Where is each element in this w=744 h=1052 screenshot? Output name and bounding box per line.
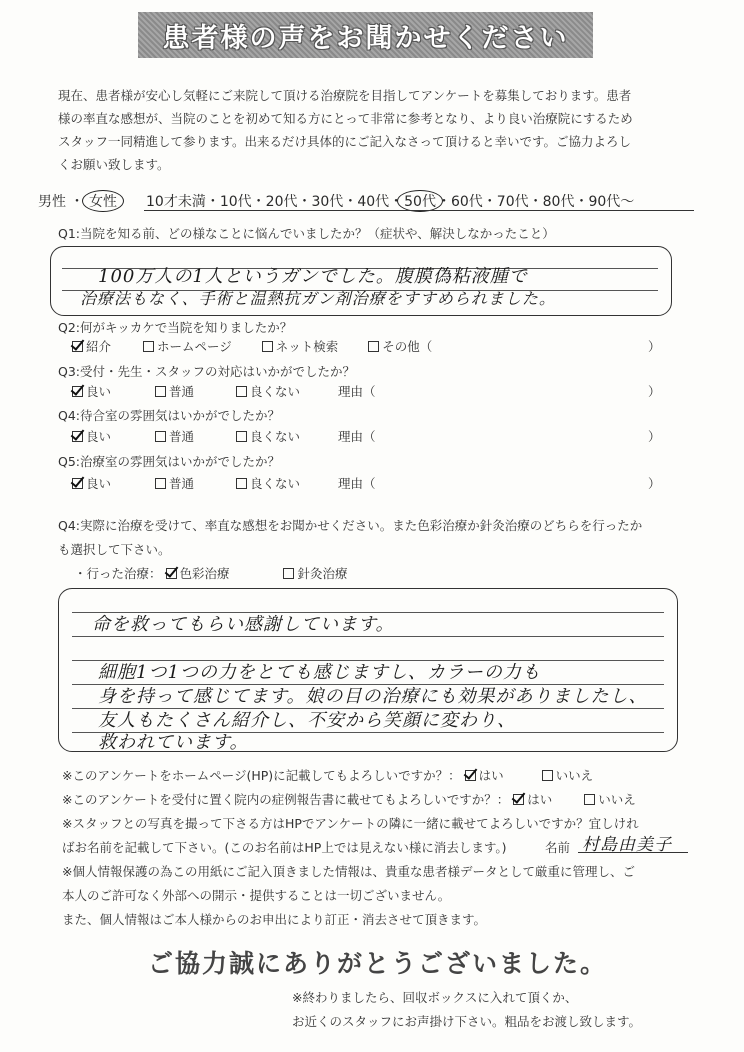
report-consent-question: ※このアンケートを受付に置く院内の症例報告書に載せてもよろしいですか？： bbox=[62, 792, 510, 807]
treatment-option-acupuncture[interactable]: 針灸治療 bbox=[283, 566, 347, 581]
treatment-label: ・行った治療： bbox=[74, 566, 162, 581]
survey-title: 患者様の声をお聞かせください bbox=[162, 22, 569, 54]
checkbox[interactable] bbox=[262, 341, 273, 352]
paren-close: ） bbox=[648, 476, 661, 491]
q3-option[interactable]: 普通 bbox=[155, 384, 194, 399]
checkbox[interactable] bbox=[155, 431, 166, 442]
q2-question: Q2:何がキッカケで当院を知りましたか？ bbox=[58, 320, 293, 335]
age-option-selected[interactable]: 50代 bbox=[397, 190, 443, 212]
paren-close: ） bbox=[648, 339, 661, 354]
q1-question: Q1:当院を知る前、どの様なことに悩んでいましたか？（症状や、解決しなかったこと） bbox=[58, 226, 555, 241]
report-consent-row bbox=[62, 790, 636, 808]
age-option[interactable]: 20代 bbox=[265, 194, 298, 210]
checkbox[interactable] bbox=[155, 478, 166, 489]
hp-consent-row bbox=[62, 766, 593, 784]
q4-waiting-room-options bbox=[72, 427, 375, 445]
report-consent-no[interactable]: いいえ bbox=[584, 792, 636, 807]
privacy-line: ※個人情報保護の為この用紙にご記入頂きました情報は、貴重な患者様データとして厳重に管理し、ご bbox=[62, 864, 635, 879]
gender-option-male[interactable]: 男性 bbox=[38, 194, 66, 210]
checkbox-checked[interactable] bbox=[166, 568, 177, 579]
age-option[interactable]: 10才未満 bbox=[146, 194, 206, 210]
paren-close: ） bbox=[648, 384, 661, 399]
age-option[interactable]: 90代〜 bbox=[588, 194, 635, 210]
q4-treatment-question-cont: も選択して下さい。 bbox=[58, 542, 171, 557]
q5-option[interactable]: 良い bbox=[72, 476, 111, 491]
checkbox-checked[interactable] bbox=[72, 386, 83, 397]
photo-consent-line: ※スタッフとの写真を撮って下さる方はHPでアンケートの隣に一緒に載せてよろしいですか？宜しけれ bbox=[62, 816, 639, 831]
q4-option[interactable]: 普通 bbox=[155, 429, 194, 444]
q1-handwritten-line: 100万人の1人というガンでした。腹膜偽粘液腫で bbox=[98, 266, 528, 287]
q4-handwritten-line: 救われています。 bbox=[98, 732, 249, 753]
gender-separator: ・ bbox=[70, 194, 84, 210]
q2-options bbox=[72, 337, 432, 355]
checkbox-checked[interactable] bbox=[513, 794, 524, 805]
q4-reason-label: 理由（ bbox=[337, 429, 376, 444]
photo-consent-line: ばお名前を記載して下さい。(このお名前はHP上では見えない様に消去します。) bbox=[62, 840, 507, 855]
age-option[interactable]: 60代 bbox=[450, 194, 483, 210]
checkbox[interactable] bbox=[584, 794, 595, 805]
checkbox-checked[interactable] bbox=[72, 341, 83, 352]
q5-options bbox=[72, 474, 375, 492]
q2-option[interactable]: ネット検索 bbox=[262, 339, 339, 354]
report-consent-yes[interactable]: はい bbox=[513, 792, 552, 807]
q4-option[interactable]: 良くない bbox=[236, 429, 300, 444]
q3-option[interactable]: 良い bbox=[72, 384, 111, 399]
q4-waiting-room-question: Q4:待合室の雰囲気はいかがでしたか？ bbox=[58, 408, 281, 423]
intro-line: スタッフ一同精進して参ります。出来るだけ具体的にご記入なさって頂けると幸いです。ご協力よろし bbox=[58, 134, 632, 149]
q4-treatment-question: Q4:実際に治療を受けて、率直な感想をお聞かせください。また色彩治療か針灸治療のどちらを行ったか bbox=[58, 518, 643, 533]
gender-option-female[interactable]: 女性 bbox=[82, 190, 124, 212]
checkbox[interactable] bbox=[283, 568, 294, 579]
age-underline bbox=[144, 210, 694, 211]
q3-options bbox=[72, 382, 375, 400]
q5-option[interactable]: 良くない bbox=[236, 476, 300, 491]
age-option[interactable]: 10代 bbox=[219, 194, 252, 210]
q2-option[interactable]: ホームページ bbox=[143, 339, 232, 354]
gender-selector bbox=[38, 190, 128, 212]
treatment-options bbox=[74, 564, 348, 582]
age-option[interactable]: 40代 bbox=[357, 194, 390, 210]
q4-handwritten-line: 命を救ってもらい感謝しています。 bbox=[92, 614, 395, 635]
q1-handwritten-line: 治療法もなく、手術と温熱抗ガン剤治療をすすめられました。 bbox=[80, 289, 556, 308]
name-underline bbox=[578, 852, 688, 853]
age-option[interactable]: 70代 bbox=[496, 194, 529, 210]
hp-consent-no[interactable]: いいえ bbox=[542, 768, 594, 783]
name-label: 名前 bbox=[545, 840, 571, 855]
checkbox[interactable] bbox=[368, 341, 379, 352]
checkbox-checked[interactable] bbox=[72, 478, 83, 489]
name-handwritten[interactable]: 村島由美子 bbox=[582, 835, 672, 855]
q3-question: Q3:受付・先生・スタッフの対応はいかがでしたか？ bbox=[58, 364, 356, 379]
intro-line: 様の率直な感想が、当院のことを初めて知る方にとって非常に参考となり、より良い治療院にするため bbox=[58, 111, 633, 126]
privacy-line: 本人のご許可なく外部への開示・提供することは一切ございません。 bbox=[62, 888, 451, 903]
q3-option[interactable]: 良くない bbox=[236, 384, 300, 399]
survey-title-banner bbox=[138, 12, 593, 58]
checkbox[interactable] bbox=[236, 478, 247, 489]
checkbox-checked[interactable] bbox=[465, 770, 476, 781]
footer-line: お近くのスタッフにお声掛け下さい。粗品をお渡し致します。 bbox=[292, 1014, 642, 1029]
hp-consent-question: ※このアンケートをホームページ(HP)に記載してもよろしいですか？： bbox=[62, 768, 461, 783]
footer-line: ※終わりましたら、回収ボックスに入れて頂くか、 bbox=[292, 990, 578, 1005]
thank-you-message: ご協力誠にありがとうございました。 bbox=[148, 949, 608, 978]
q4-handwritten-line: 身を持って感じてます。娘の目の治療にも効果がありましたし、 bbox=[98, 686, 648, 707]
q4-handwritten-line: 細胞1つ1つの力をとても感じますし、カラーの力も bbox=[98, 662, 541, 683]
paren-close: ） bbox=[648, 429, 661, 444]
q5-option[interactable]: 普通 bbox=[155, 476, 194, 491]
hp-consent-yes[interactable]: はい bbox=[465, 768, 504, 783]
age-option[interactable]: 30代 bbox=[311, 194, 344, 210]
q2-option[interactable]: その他（ bbox=[368, 339, 432, 354]
answer-rule bbox=[72, 636, 664, 637]
q5-reason-label: 理由（ bbox=[337, 476, 376, 491]
checkbox[interactable] bbox=[143, 341, 154, 352]
intro-line: くお願い致します。 bbox=[58, 157, 170, 172]
checkbox[interactable] bbox=[236, 386, 247, 397]
treatment-option-color[interactable]: 色彩治療 bbox=[166, 566, 230, 581]
q4-handwritten-line: 友人もたくさん紹介し、不安から笑顔に変わり、 bbox=[98, 710, 516, 731]
checkbox[interactable] bbox=[236, 431, 247, 442]
q4-option[interactable]: 良い bbox=[72, 429, 111, 444]
privacy-line: また、個人情報はご本人様からのお申出により訂正・消去させて頂きます。 bbox=[62, 912, 487, 927]
q3-reason-label: 理由（ bbox=[337, 384, 376, 399]
checkbox-checked[interactable] bbox=[72, 431, 83, 442]
age-selector: 10才未満・10代・20代・30代・40代・50代・60代・70代・80代・90代〜 bbox=[146, 190, 634, 212]
intro-line: 現在、患者様が安心し気軽にご来院して頂ける治療院を目指してアンケートを募集しております。患者 bbox=[58, 88, 632, 103]
q5-question: Q5:治療室の雰囲気はいかがでしたか？ bbox=[58, 454, 281, 469]
intro-paragraph bbox=[58, 84, 698, 176]
age-option[interactable]: 80代 bbox=[542, 194, 575, 210]
checkbox[interactable] bbox=[542, 770, 553, 781]
q2-option[interactable]: 紹介 bbox=[72, 339, 111, 354]
checkbox[interactable] bbox=[155, 386, 166, 397]
